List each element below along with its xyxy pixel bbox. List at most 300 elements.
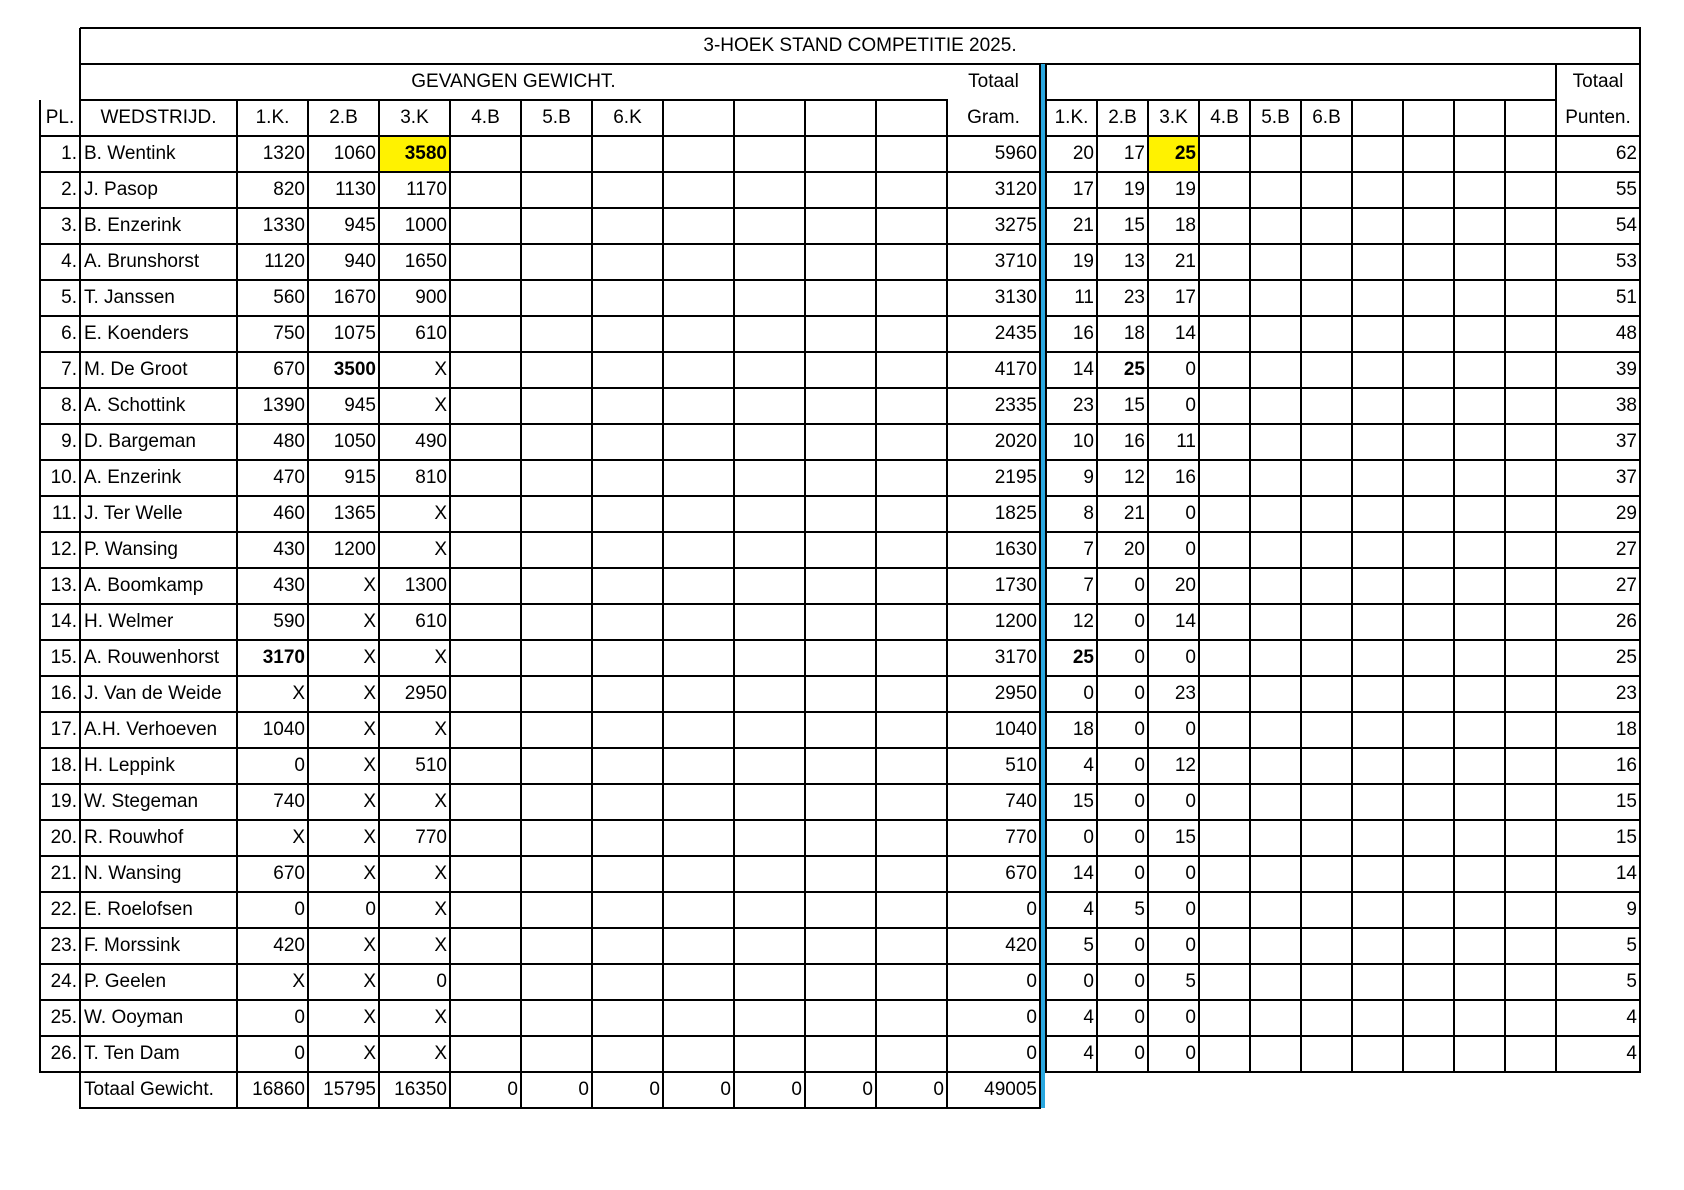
grid-line <box>80 63 1641 65</box>
totals-row-label: Totaal Gewicht. <box>84 1079 214 1100</box>
place-cell: 15. <box>50 647 77 668</box>
weight-total-cell: 0 <box>1026 1043 1037 1064</box>
grid-line <box>875 100 877 1109</box>
weight-cell: X <box>434 863 447 884</box>
weight-cell: X <box>363 935 376 956</box>
place-cell: 13. <box>50 575 77 596</box>
place-cell: 8. <box>61 395 77 416</box>
weight-total-cell: 420 <box>1005 935 1037 956</box>
weight-cell: X <box>363 647 376 668</box>
weight-total-cell: 0 <box>1026 899 1037 920</box>
points-cell: 0 <box>1185 503 1196 524</box>
angler-name: A. Schottink <box>84 395 186 416</box>
weight-cell: X <box>363 1043 376 1064</box>
points-total-cell: 48 <box>1615 323 1637 344</box>
place-cell: 12. <box>50 539 77 560</box>
points-cell: 0 <box>1134 575 1145 596</box>
weight-total-cell: 3275 <box>994 215 1037 236</box>
points-cell: 23 <box>1174 683 1196 704</box>
weight-cell: 0 <box>294 899 305 920</box>
points-cell: 0 <box>1134 971 1145 992</box>
points-cell: 23 <box>1123 287 1145 308</box>
points-total-cell: 53 <box>1615 251 1637 272</box>
weight-cell: X <box>363 971 376 992</box>
points-match-header: 3.K <box>1159 107 1188 128</box>
weight-match-header: 6.K <box>613 107 642 128</box>
points-cell: 0 <box>1185 1007 1196 1028</box>
grid-line <box>40 1071 1641 1073</box>
points-total-cell: 23 <box>1615 683 1637 704</box>
weight-cell: 430 <box>273 575 305 596</box>
grid-line <box>520 100 522 1109</box>
grid-line <box>40 387 1641 389</box>
weight-cell: 3580 <box>404 143 447 164</box>
weight-cell: 1075 <box>333 323 376 344</box>
grid-line <box>1300 100 1302 1073</box>
grid-line <box>40 1035 1641 1037</box>
points-cell: 0 <box>1185 863 1196 884</box>
grid-line <box>40 171 1641 173</box>
weight-cell: 610 <box>415 611 447 632</box>
points-total-cell: 16 <box>1615 755 1637 776</box>
weight-cell: 900 <box>415 287 447 308</box>
points-cell: 16 <box>1174 467 1196 488</box>
weight-cell: 1050 <box>333 431 376 452</box>
weight-column-total: 0 <box>578 1079 589 1100</box>
points-total-cell: 29 <box>1615 503 1637 524</box>
weight-cell: X <box>363 719 376 740</box>
weight-cell: 3170 <box>262 647 305 668</box>
grid-line <box>40 747 1641 749</box>
grid-line <box>40 891 1641 893</box>
weight-total-cell: 2950 <box>994 683 1037 704</box>
points-total-cell: 5 <box>1626 935 1637 956</box>
weight-total-cell: 740 <box>1005 791 1037 812</box>
place-cell: 16. <box>50 683 77 704</box>
points-cell: 0 <box>1185 791 1196 812</box>
weight-cell: X <box>363 1007 376 1028</box>
weight-total-cell: 2335 <box>994 395 1037 416</box>
angler-name: B. Enzerink <box>84 215 182 236</box>
angler-name: W. Ooyman <box>84 1007 184 1028</box>
points-cell: 13 <box>1123 251 1145 272</box>
weight-total-cell: 0 <box>1026 1007 1037 1028</box>
points-cell: 4 <box>1083 899 1094 920</box>
weight-total-cell: 4170 <box>994 359 1037 380</box>
weight-total-cell: 2435 <box>994 323 1037 344</box>
angler-name: A.H. Verhoeven <box>84 719 218 740</box>
grid-line <box>1351 100 1353 1073</box>
weight-total-cell: 2195 <box>994 467 1037 488</box>
angler-name: H. Leppink <box>84 755 175 776</box>
grid-line <box>1639 28 1641 1073</box>
weight-cell: 1670 <box>333 287 376 308</box>
weight-cell: 1330 <box>262 215 305 236</box>
weight-cell: 750 <box>273 323 305 344</box>
match-column-header: WEDSTRIJD. <box>100 107 217 128</box>
weight-cell: X <box>363 683 376 704</box>
weight-match-header: 4.B <box>471 107 500 128</box>
angler-name: J. Pasop <box>84 179 158 200</box>
weight-match-header <box>805 100 876 136</box>
points-cell: 0 <box>1083 827 1094 848</box>
points-match-header <box>1403 100 1454 136</box>
points-cell: 14 <box>1072 863 1094 884</box>
weight-total-cell: 1040 <box>994 719 1037 740</box>
weight-total-header-bottom: Gram. <box>967 107 1020 128</box>
weight-cell: X <box>434 395 447 416</box>
weight-total-cell: 510 <box>1005 755 1037 776</box>
sheet-title: 3-HOEK STAND COMPETITIE 2025. <box>703 35 1017 56</box>
points-cell: 0 <box>1134 1043 1145 1064</box>
grid-line <box>40 207 1641 209</box>
place-cell: 7. <box>61 359 77 380</box>
weight-grand-total: 49005 <box>984 1079 1037 1100</box>
points-cell: 12 <box>1072 611 1094 632</box>
weight-cell: X <box>363 791 376 812</box>
weight-cell: 945 <box>344 215 376 236</box>
weight-cell: 820 <box>273 179 305 200</box>
weight-cell: 1390 <box>262 395 305 416</box>
points-match-header: 1.K. <box>1054 107 1089 128</box>
weight-column-total: 15795 <box>323 1079 376 1100</box>
angler-name: A. Boomkamp <box>84 575 204 596</box>
weight-match-header: 2.B <box>329 107 358 128</box>
place-cell: 22. <box>50 899 77 920</box>
weight-total-cell: 5960 <box>994 143 1037 164</box>
grid-line <box>80 27 1641 29</box>
place-column-header: PL. <box>45 107 75 128</box>
weight-total-cell: 0 <box>1026 971 1037 992</box>
points-cell: 17 <box>1072 179 1094 200</box>
weight-cell: 0 <box>294 1043 305 1064</box>
grid-line <box>40 963 1641 965</box>
weight-cell: 0 <box>294 755 305 776</box>
points-cell: 0 <box>1134 611 1145 632</box>
grid-line <box>1504 100 1506 1073</box>
points-cell: 23 <box>1072 395 1094 416</box>
points-cell: 18 <box>1123 323 1145 344</box>
weight-cell: 0 <box>294 1007 305 1028</box>
points-total-cell: 4 <box>1626 1007 1637 1028</box>
grid-line <box>40 927 1641 929</box>
weight-total-cell: 770 <box>1005 827 1037 848</box>
points-cell: 5 <box>1185 971 1196 992</box>
place-cell: 17. <box>50 719 77 740</box>
points-total-cell: 27 <box>1615 539 1637 560</box>
place-cell: 21. <box>50 863 77 884</box>
angler-name: P. Wansing <box>84 539 178 560</box>
points-cell: 21 <box>1123 503 1145 524</box>
grid-line <box>378 100 380 1109</box>
grid-line <box>40 639 1641 641</box>
weight-cell: 510 <box>415 755 447 776</box>
weight-cell: 1170 <box>406 179 447 200</box>
points-cell: 11 <box>1074 287 1094 308</box>
points-total-header-top: Totaal <box>1572 71 1624 92</box>
grid-line <box>40 711 1641 713</box>
points-cell: 0 <box>1185 935 1196 956</box>
angler-name: T. Ten Dam <box>84 1043 180 1064</box>
angler-name: J. Van de Weide <box>84 683 222 704</box>
points-cell: 15 <box>1072 791 1094 812</box>
grid-line <box>1096 100 1098 1073</box>
weight-total-cell: 3710 <box>994 251 1037 272</box>
weight-match-header: 3.K <box>400 107 429 128</box>
weight-total-cell: 2020 <box>994 431 1037 452</box>
grid-line <box>40 315 1641 317</box>
grid-line <box>662 100 664 1109</box>
points-cell: 0 <box>1134 863 1145 884</box>
points-total-cell: 51 <box>1615 287 1637 308</box>
grid-line <box>79 28 81 1109</box>
grid-line <box>1555 64 1557 1073</box>
grid-line <box>40 423 1641 425</box>
points-total-cell: 26 <box>1615 611 1637 632</box>
points-cell: 0 <box>1134 719 1145 740</box>
points-cell: 0 <box>1083 971 1094 992</box>
weight-total-cell: 3120 <box>994 179 1037 200</box>
weight-cell: 670 <box>273 863 305 884</box>
points-total-cell: 18 <box>1615 719 1637 740</box>
weight-cell: 0 <box>365 899 376 920</box>
place-cell: 10. <box>50 467 77 488</box>
points-match-header: 2.B <box>1108 107 1137 128</box>
place-cell: 4. <box>61 251 77 272</box>
grid-line <box>40 567 1641 569</box>
weight-cell: X <box>434 539 447 560</box>
points-total-cell: 9 <box>1626 899 1637 920</box>
points-cell: 17 <box>1174 287 1196 308</box>
points-cell: 21 <box>1174 251 1196 272</box>
points-cell: 12 <box>1174 755 1196 776</box>
points-total-cell: 5 <box>1626 971 1637 992</box>
grid-line <box>40 495 1641 497</box>
weight-cell: X <box>434 503 447 524</box>
place-cell: 3. <box>61 215 77 236</box>
points-match-header <box>1352 100 1403 136</box>
weight-cell: 460 <box>273 503 305 524</box>
grid-line <box>40 855 1641 857</box>
grid-line <box>39 100 41 1073</box>
points-cell: 16 <box>1123 431 1145 452</box>
weight-total-cell: 1730 <box>994 575 1037 596</box>
grid-line <box>40 351 1641 353</box>
weight-column-total: 0 <box>791 1079 802 1100</box>
points-total-cell: 62 <box>1615 143 1637 164</box>
weight-cell: 1000 <box>404 215 447 236</box>
weight-total-cell: 3170 <box>994 647 1037 668</box>
weight-cell: X <box>434 647 447 668</box>
points-cell: 14 <box>1174 323 1196 344</box>
weight-cell: 945 <box>344 395 376 416</box>
weight-cell: 915 <box>344 467 376 488</box>
points-cell: 19 <box>1174 179 1196 200</box>
points-cell: 4 <box>1083 1043 1094 1064</box>
place-cell: 5. <box>61 287 77 308</box>
weight-cell: 470 <box>273 467 305 488</box>
points-total-cell: 37 <box>1615 431 1637 452</box>
weight-cell: X <box>292 827 305 848</box>
weight-cell: 1060 <box>333 143 376 164</box>
weight-cell: 590 <box>273 611 305 632</box>
place-cell: 20. <box>50 827 77 848</box>
grid-line <box>40 279 1641 281</box>
weight-cell: 1365 <box>333 503 376 524</box>
points-total-cell: 25 <box>1615 647 1637 668</box>
points-cell: 7 <box>1083 539 1094 560</box>
grid-line <box>40 999 1641 1001</box>
place-cell: 2. <box>61 179 77 200</box>
points-total-cell: 37 <box>1615 467 1637 488</box>
points-cell: 25 <box>1174 143 1196 164</box>
grid-line <box>40 531 1641 533</box>
grid-line <box>236 100 238 1109</box>
angler-name: E. Koenders <box>84 323 189 344</box>
grid-line <box>40 819 1641 821</box>
grid-line <box>1147 100 1149 1073</box>
weight-total-cell: 1630 <box>994 539 1037 560</box>
weight-cell: 2950 <box>404 683 447 704</box>
points-cell: 19 <box>1072 251 1094 272</box>
weight-column-total: 0 <box>507 1079 518 1100</box>
points-cell: 5 <box>1083 935 1094 956</box>
weight-total-cell: 1825 <box>994 503 1037 524</box>
points-cell: 7 <box>1083 575 1094 596</box>
points-cell: 0 <box>1134 755 1145 776</box>
angler-name: A. Enzerink <box>84 467 182 488</box>
grid-line <box>40 459 1641 461</box>
points-cell: 15 <box>1123 395 1145 416</box>
points-cell: 0 <box>1185 647 1196 668</box>
points-cell: 21 <box>1072 215 1094 236</box>
weight-match-header: 5.B <box>542 107 571 128</box>
points-total-cell: 14 <box>1615 863 1637 884</box>
points-cell: 14 <box>1174 611 1196 632</box>
points-cell: 14 <box>1072 359 1094 380</box>
points-total-cell: 15 <box>1615 791 1637 812</box>
place-cell: 6. <box>61 323 77 344</box>
weight-cell: 430 <box>273 539 305 560</box>
weight-cell: X <box>292 971 305 992</box>
points-cell: 4 <box>1083 755 1094 776</box>
weight-cell: 0 <box>436 971 447 992</box>
weight-cell: X <box>434 719 447 740</box>
weight-cell: 670 <box>273 359 305 380</box>
grid-line <box>804 100 806 1109</box>
weight-cell: X <box>434 1043 447 1064</box>
weight-cell: 1200 <box>333 539 376 560</box>
points-cell: 20 <box>1123 539 1145 560</box>
points-cell: 10 <box>1072 431 1094 452</box>
angler-name: B. Wentink <box>84 143 176 164</box>
weight-total-cell: 1200 <box>994 611 1037 632</box>
angler-name: J. Ter Welle <box>84 503 183 524</box>
points-cell: 0 <box>1134 827 1145 848</box>
points-total-cell: 15 <box>1615 827 1637 848</box>
points-total-cell: 55 <box>1615 179 1637 200</box>
place-cell: 9. <box>61 431 77 452</box>
points-cell: 20 <box>1174 575 1196 596</box>
points-match-header: 6.B <box>1312 107 1341 128</box>
place-cell: 26. <box>50 1043 77 1064</box>
weight-column-total: 0 <box>720 1079 731 1100</box>
weight-cell: 740 <box>273 791 305 812</box>
points-cell: 19 <box>1123 179 1145 200</box>
weight-cell: 1300 <box>404 575 447 596</box>
weight-cell: X <box>434 359 447 380</box>
points-cell: 16 <box>1072 323 1094 344</box>
points-match-header <box>1454 100 1505 136</box>
grid-line <box>40 603 1641 605</box>
points-match-header: 5.B <box>1261 107 1290 128</box>
angler-name: R. Rouwhof <box>84 827 184 848</box>
grid-line <box>1402 100 1404 1073</box>
angler-name: A. Brunshorst <box>84 251 200 272</box>
points-cell: 0 <box>1134 647 1145 668</box>
points-cell: 25 <box>1072 647 1094 668</box>
points-cell: 15 <box>1174 827 1196 848</box>
weight-cell: X <box>363 755 376 776</box>
weight-cell: 1320 <box>262 143 305 164</box>
weight-match-header: 1.K. <box>255 107 290 128</box>
angler-name: P. Geelen <box>84 971 167 992</box>
points-cell: 0 <box>1134 683 1145 704</box>
weight-cell: X <box>363 611 376 632</box>
grid-line <box>946 100 948 1109</box>
weight-cell: X <box>363 863 376 884</box>
points-cell: 0 <box>1185 1043 1196 1064</box>
points-cell: 0 <box>1185 899 1196 920</box>
grid-line <box>1045 64 1047 1073</box>
weight-column-total: 0 <box>862 1079 873 1100</box>
angler-name: A. Rouwenhorst <box>84 647 220 668</box>
grid-line <box>733 100 735 1109</box>
weight-total-cell: 3130 <box>994 287 1037 308</box>
weight-cell: 1120 <box>264 251 305 272</box>
points-cell: 9 <box>1083 467 1094 488</box>
weight-column-total: 16350 <box>394 1079 447 1100</box>
angler-name: F. Morssink <box>84 935 181 956</box>
weight-column-total: 0 <box>649 1079 660 1100</box>
weight-total-header-top: Totaal <box>968 71 1019 92</box>
weight-cell: 770 <box>415 827 447 848</box>
weight-cell: 1040 <box>262 719 305 740</box>
angler-name: T. Janssen <box>84 287 175 308</box>
place-cell: 23. <box>50 935 77 956</box>
grid-line <box>40 135 1641 137</box>
weight-match-header <box>734 100 805 136</box>
place-cell: 14. <box>50 611 77 632</box>
points-total-cell: 39 <box>1615 359 1637 380</box>
place-cell: 24. <box>50 971 77 992</box>
weight-cell: 420 <box>273 935 305 956</box>
angler-name: N. Wansing <box>84 863 182 884</box>
angler-name: H. Welmer <box>84 611 174 632</box>
grid-line <box>80 99 948 101</box>
weight-cell: 1650 <box>404 251 447 272</box>
place-cell: 1. <box>61 143 77 164</box>
angler-name: M. De Groot <box>84 359 188 380</box>
grid-line <box>40 783 1641 785</box>
weight-cell: X <box>434 899 447 920</box>
weight-total-cell: 670 <box>1005 863 1037 884</box>
grid-line <box>307 100 309 1109</box>
weight-cell: 480 <box>273 431 305 452</box>
points-match-header: 4.B <box>1210 107 1239 128</box>
weight-cell: 1130 <box>335 179 376 200</box>
grid-line <box>1198 100 1200 1073</box>
